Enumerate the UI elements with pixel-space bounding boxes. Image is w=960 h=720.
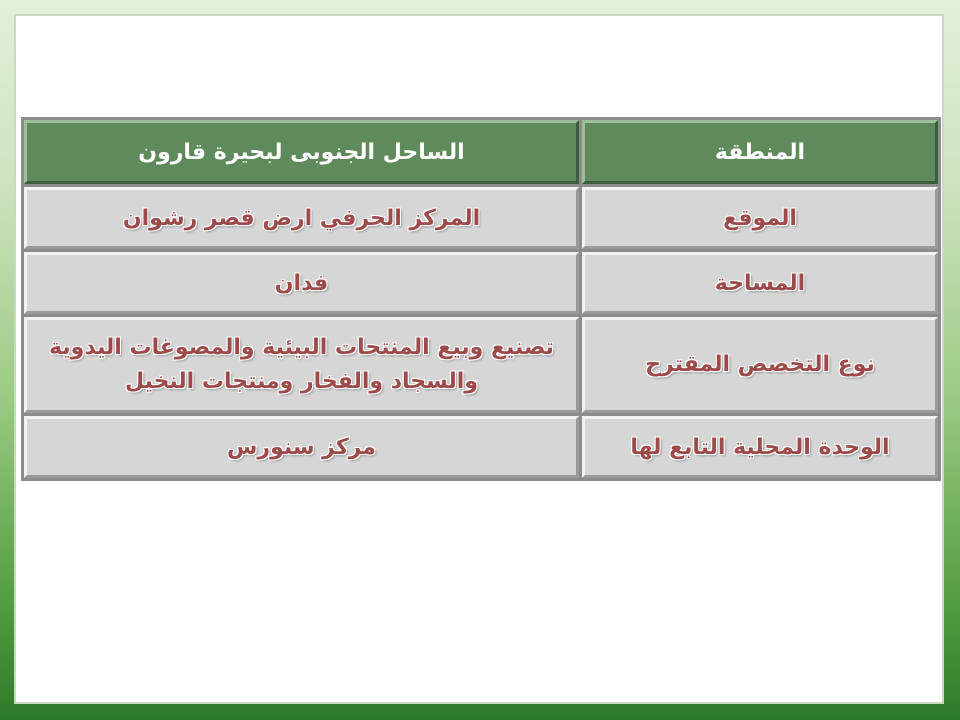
header-value-cell: الساحل الجنوبى لبحيرة قارون: [24, 120, 579, 184]
row-label-specialization: نوع التخصص المقترح: [582, 317, 938, 413]
row-value-local-unit: مركز سنورس: [24, 416, 579, 478]
row-label-area: المساحة: [582, 252, 938, 314]
table-row: [24, 317, 938, 413]
row-label-local-unit: الوحدة المحلية التابع لها: [582, 416, 938, 478]
table-header-row: [24, 120, 938, 184]
table-row: [24, 416, 938, 478]
table-row: [24, 187, 938, 249]
row-label-location: الموقع: [582, 187, 938, 249]
row-value-location: المركز الحرفي ارض قصر رشوان: [24, 187, 579, 249]
row-value-specialization: تصنيع وبيع المنتحات البيئية والمصوغات اليدوية والسجاد والفخار ومنتجات النخيل: [24, 317, 579, 413]
info-table: [21, 117, 941, 481]
row-value-area: فدان: [24, 252, 579, 314]
header-label-cell: المنطقة: [582, 120, 938, 184]
table-row: [24, 252, 938, 314]
